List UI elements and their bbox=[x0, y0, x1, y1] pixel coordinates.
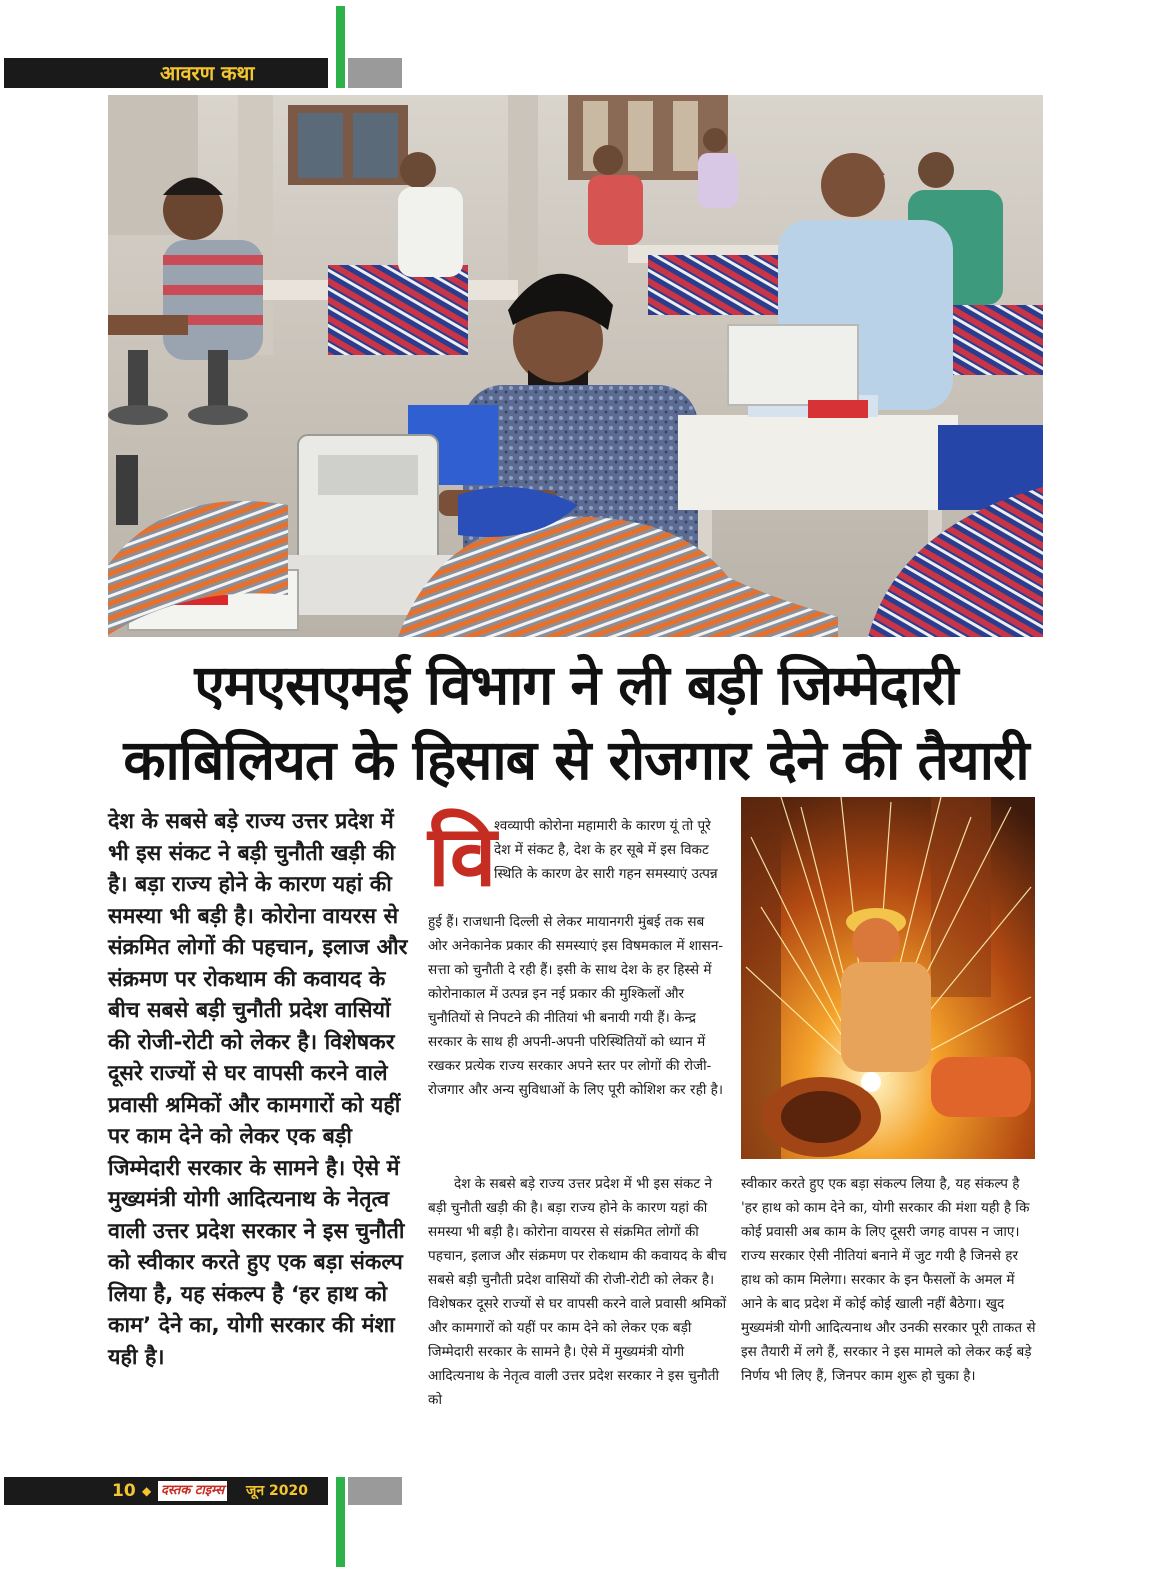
green-accent-rule bbox=[336, 6, 345, 88]
lead-paragraph: देश के सबसे बड़े राज्य उत्तर प्रदेश में भी इस संकट ने बड़ी चुनौती खड़ी की है। बड़ा राज्य होने के कारण यहां की समस्या भी बड़ी है। कोरोना वायरस से संक्रमित लोगों की पहचान, इलाज और संक्रमण पर रोकथाम की कवायद के बीच सबसे बड़ी चुनौती प्रदेश वासियों की रोजी-रोटी को लेकर है। विशेषकर दूसरे राज्यों से घर वापसी करने वाले प्रवासी श्रमिकों और कामगारों को यहीं पर काम देने को लेकर एक बड़ी जिम्मेदारी सरकार के सामने है। ऐसे में मुख्यमंत्री योगी आदित्यनाथ के नेतृत्व वाली उत्तर प्रदेश सरकार ने इस चुनौती को स्वीकार करते हुए एक बड़ा संकल्प लिया है, यह संकल्प है ‘हर हाथ को काम’ देने का, योगी सरकार की मंशा यही है। bbox=[108, 809, 408, 1370]
issue-date: जून 2020 bbox=[246, 1483, 308, 1499]
magazine-masthead-logo: दस्तक टाइम्स bbox=[158, 1481, 227, 1501]
section-label: आवरण कथा bbox=[160, 61, 255, 85]
article-paragraph-3: स्वीकार करते हुए एक बड़ा संकल्प लिया है, यह संकल्प है 'हर हाथ को काम देने का, योगी सरकार की मंशा यही है कि कोई प्रवासी अब काम के लिए दूसरी जगह वापस न जाए। राज्य सरकार ऐसी नीतियां बनाने में जुट गयी है जिनसे हर हाथ को काम मिलेगा। सरकार के इन फैसलों के अमल में आने के बाद प्रदेश में कोई कोई खाली नहीं बैठेगा। खुद मुख्यमंत्री योगी आदित्यनाथ और उनकी सरकार पूरी ताकत से इस तैयारी में लगे हैं, सरकार ने इस मामले को लेकर कई बड़े निर्णय भी लिए हैं, जिनपर काम शुरू हो चुका है। bbox=[741, 1176, 1036, 1384]
headline-line-1: एमएसएमई विभाग ने ली बड़ी जिम्मेदारी bbox=[194, 653, 958, 717]
green-accent-rule-bottom bbox=[336, 1477, 345, 1567]
article-intro: श्वव्यापी कोरोना महामारी के कारण यूं तो पूरे देश में संकट है, देश के हर सूबे में इस विकट स्थिति के कारण ढेर सारी गहन समस्याएं उत्पन्न bbox=[494, 818, 718, 882]
drop-cap: वि bbox=[428, 807, 497, 905]
inset-photo-welder bbox=[741, 797, 1035, 1159]
page-number: 10 bbox=[112, 1481, 136, 1501]
article-paragraph-2: देश के सबसे बड़े राज्य उत्तर प्रदेश में भी इस संकट ने बड़ी चुनौती खड़ी की है। बड़ा राज्य होने के कारण यहां की समस्या भी बड़ी है। कोरोना वायरस से संक्रमित लोगों की पहचान, इलाज और संक्रमण पर रोकथाम की कवायद के बीच सबसे बड़ी चुनौती प्रदेश वासियों की रोजी-रोटी को लेकर है। विशेषकर दूसरे राज्यों से घर वापसी करने वाले प्रवासी श्रमिकों और कामगारों को यहीं पर काम देने को लेकर एक बड़ी जिम्मेदारी सरकार के सामने है। ऐसे में मुख्यमंत्री योगी आदित्यनाथ के नेतृत्व वाली उत्तर प्रदेश सरकार ने इस चुनौती को bbox=[428, 1176, 727, 1408]
headline-line-2: काबिलियत के हिसाब से रोजगार देने की तैयारी bbox=[123, 728, 1029, 792]
main-photo-garment-factory bbox=[108, 95, 1043, 637]
diamond-separator-icon: ◆ bbox=[142, 1484, 152, 1498]
article-paragraph-1: हुई हैं। राजधानी दिल्ली से लेकर मायानगरी मुंबई तक सब ओर अनेकानेक प्रकार की समस्याएं इस विषमकाल में शासन-सत्ता को चुनौती दे रही हैं। इसी के साथ देश के हर हिस्से में कोरोनाकाल में उत्पन्न इन नई प्रकार की मुश्किलों और चुनौतियों से निपटने की नीतियां भी बनायी गयी हैं। केन्द्र सरकार के साथ ही अपनी-अपनी परिस्थितियों को ध्यान में रखकर प्रत्येक राज्य सरकार अपने स्तर पर लोगों की रोजी-रोजगार और अन्य सुविधाओं के लिए पूरी कोशिश कर रही है। bbox=[428, 914, 724, 1098]
gray-accent-block-bottom bbox=[348, 1477, 402, 1505]
gray-accent-block bbox=[348, 58, 402, 88]
